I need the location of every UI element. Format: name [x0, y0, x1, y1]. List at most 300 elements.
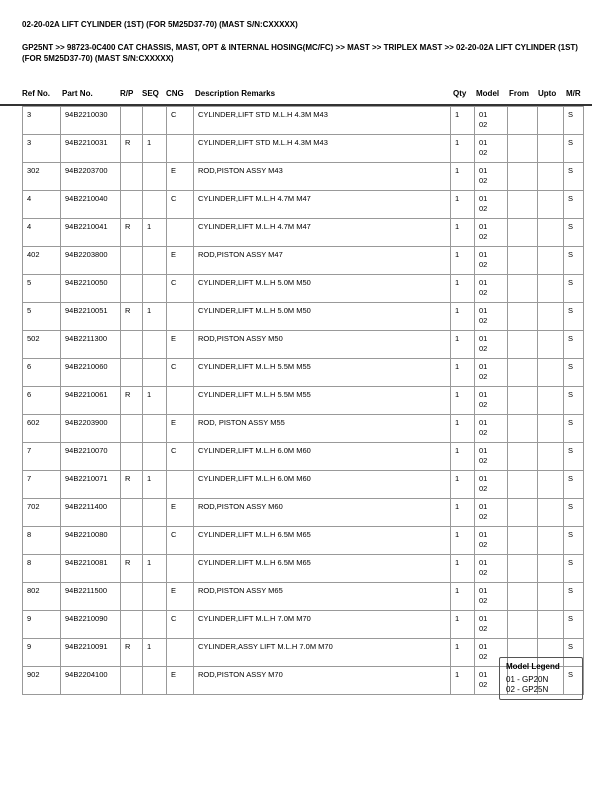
model-code: 02: [479, 484, 488, 493]
cell-part-no: 94B2211400: [61, 499, 121, 527]
cell-model: [475, 527, 508, 555]
cell-description: CYLINDER,LIFT M.L.H 4.7M M47: [194, 219, 451, 247]
cell-rp: R: [121, 555, 143, 583]
cell-ref-no: 302: [23, 163, 61, 191]
cell-cng: C: [167, 443, 194, 471]
cell-description: CYLINDER,LIFT M.L.H 5.5M M55: [194, 359, 451, 387]
cell-ref-no: 9: [23, 639, 61, 667]
cell-model: [475, 247, 508, 275]
table-row: [23, 527, 584, 555]
cell-ref-no: 4: [23, 191, 61, 219]
table-row: [23, 247, 584, 275]
cell-qty: 1: [451, 163, 475, 191]
model-code: 01: [479, 670, 488, 679]
cell-model: [475, 387, 508, 415]
cell-from: [508, 107, 538, 135]
cell-part-no: 94B2210060: [61, 359, 121, 387]
cell-description: CYLINDER,LIFT M.L.H 7.0M M70: [194, 611, 451, 639]
cell-upto: [538, 415, 564, 443]
model-code: 02: [479, 680, 488, 689]
model-code: 02: [479, 260, 488, 269]
cell-rp: [121, 107, 143, 135]
cell-part-no: 94B2203700: [61, 163, 121, 191]
page-title: 02-20-02A LIFT CYLINDER (1ST) (FOR 5M25D37-70) (MAST S/N:CXXXXX): [22, 20, 298, 29]
cell-qty: 1: [451, 219, 475, 247]
cell-seq: [143, 611, 167, 639]
cell-model: [475, 555, 508, 583]
column-header-mr: M/R: [566, 89, 581, 98]
model-code: 01: [479, 418, 488, 427]
parts-table: [22, 106, 584, 695]
cell-mr: S: [564, 555, 584, 583]
cell-part-no: 94B2210031: [61, 135, 121, 163]
cell-seq: 1: [143, 471, 167, 499]
cell-model: [475, 331, 508, 359]
cell-qty: 1: [451, 415, 475, 443]
cell-mr: S: [564, 667, 584, 695]
model-code: 01: [479, 362, 488, 371]
cell-part-no: 94B2203800: [61, 247, 121, 275]
cell-ref-no: 602: [23, 415, 61, 443]
cell-mr: S: [564, 359, 584, 387]
cell-model: [475, 415, 508, 443]
column-header-rp: R/P: [120, 89, 134, 98]
cell-from: [508, 527, 538, 555]
table-row: [23, 107, 584, 135]
cell-qty: 1: [451, 499, 475, 527]
cell-part-no: 94B2211500: [61, 583, 121, 611]
cell-seq: [143, 247, 167, 275]
cell-part-no: 94B2210041: [61, 219, 121, 247]
cell-part-no: 94B2204100: [61, 667, 121, 695]
cell-part-no: 94B2210070: [61, 443, 121, 471]
cell-mr: S: [564, 387, 584, 415]
cell-rp: [121, 275, 143, 303]
cell-ref-no: 3: [23, 107, 61, 135]
cell-part-no: 94B2210081: [61, 555, 121, 583]
cell-ref-no: 6: [23, 359, 61, 387]
cell-qty: 1: [451, 611, 475, 639]
table-row: [23, 331, 584, 359]
cell-model: [475, 163, 508, 191]
cell-ref-no: 8: [23, 555, 61, 583]
cell-ref-no: 9: [23, 611, 61, 639]
cell-part-no: 94B2210061: [61, 387, 121, 415]
cell-model: [475, 107, 508, 135]
cell-seq: [143, 527, 167, 555]
cell-cng: C: [167, 191, 194, 219]
cell-mr: S: [564, 527, 584, 555]
cell-model: [475, 583, 508, 611]
cell-rp: R: [121, 303, 143, 331]
cell-qty: 1: [451, 275, 475, 303]
table-row: [23, 387, 584, 415]
cell-qty: 1: [451, 639, 475, 667]
cell-from: [508, 135, 538, 163]
cell-mr: S: [564, 163, 584, 191]
cell-seq: 1: [143, 639, 167, 667]
cell-description: ROD,PISTON ASSY M43: [194, 163, 451, 191]
cell-seq: [143, 443, 167, 471]
cell-part-no: 94B2210030: [61, 107, 121, 135]
cell-rp: [121, 499, 143, 527]
model-code: 01: [479, 642, 488, 651]
model-code: 02: [479, 540, 488, 549]
table-row: [23, 219, 584, 247]
cell-upto: [538, 527, 564, 555]
cell-seq: [143, 107, 167, 135]
cell-from: [508, 471, 538, 499]
cell-part-no: 94B2210071: [61, 471, 121, 499]
column-header-seq: SEQ: [142, 89, 159, 98]
cell-rp: [121, 247, 143, 275]
cell-from: [508, 247, 538, 275]
cell-upto: [538, 247, 564, 275]
cell-cng: E: [167, 667, 194, 695]
cell-from: [508, 499, 538, 527]
cell-from: [508, 163, 538, 191]
model-code: 02: [479, 316, 488, 325]
cell-model: [475, 443, 508, 471]
cell-ref-no: 4: [23, 219, 61, 247]
cell-mr: S: [564, 583, 584, 611]
cell-description: CYLINDER,LIFT M.L.H 6.5M M65: [194, 527, 451, 555]
cell-cng: E: [167, 163, 194, 191]
cell-from: [508, 219, 538, 247]
table-row: [23, 583, 584, 611]
model-code: 01: [479, 502, 488, 511]
cell-cng: E: [167, 415, 194, 443]
cell-cng: C: [167, 611, 194, 639]
model-code: 01: [479, 278, 488, 287]
cell-from: [508, 359, 538, 387]
table-row: [23, 275, 584, 303]
model-code: 02: [479, 400, 488, 409]
model-code: 02: [479, 624, 488, 633]
table-row: [23, 443, 584, 471]
cell-cng: [167, 387, 194, 415]
model-code: 02: [479, 148, 488, 157]
cell-mr: S: [564, 331, 584, 359]
cell-seq: [143, 163, 167, 191]
cell-from: [508, 443, 538, 471]
cell-mr: S: [564, 639, 584, 667]
model-code: 01: [479, 138, 488, 147]
cell-part-no: 94B2210091: [61, 639, 121, 667]
cell-rp: [121, 331, 143, 359]
cell-rp: [121, 611, 143, 639]
cell-qty: 1: [451, 555, 475, 583]
cell-rp: [121, 443, 143, 471]
model-code: 01: [479, 390, 488, 399]
cell-rp: [121, 191, 143, 219]
cell-description: CYLINDER.LIFT M.L.H 6.5M M65: [194, 555, 451, 583]
cell-part-no: 94B2210080: [61, 527, 121, 555]
model-code: 02: [479, 512, 488, 521]
cell-rp: [121, 359, 143, 387]
cell-seq: [143, 331, 167, 359]
model-code: 02: [479, 232, 488, 241]
cell-part-no: 94B2211300: [61, 331, 121, 359]
cell-upto: [538, 555, 564, 583]
column-header-qty: Qty: [453, 89, 467, 98]
cell-mr: S: [564, 219, 584, 247]
cell-rp: [121, 527, 143, 555]
cell-model: [475, 359, 508, 387]
cell-from: [508, 303, 538, 331]
model-code: 01: [479, 334, 488, 343]
cell-description: ROD,PISTON ASSY M70: [194, 667, 451, 695]
cell-upto: [538, 471, 564, 499]
model-code: 02: [479, 204, 488, 213]
model-code: 01: [479, 306, 488, 315]
model-code: 02: [479, 372, 488, 381]
cell-description: CYLINDER,LIFT M.L.H 5.5M M55: [194, 387, 451, 415]
cell-ref-no: 902: [23, 667, 61, 695]
cell-upto: [538, 359, 564, 387]
model-code: 02: [479, 568, 488, 577]
cell-mr: S: [564, 415, 584, 443]
cell-description: ROD,PISTON ASSY M60: [194, 499, 451, 527]
cell-upto: [538, 163, 564, 191]
column-header-ref-no: Ref No.: [22, 89, 50, 98]
cell-mr: S: [564, 303, 584, 331]
cell-model: [475, 135, 508, 163]
cell-cng: C: [167, 527, 194, 555]
cell-qty: 1: [451, 527, 475, 555]
cell-part-no: 94B2203900: [61, 415, 121, 443]
cell-from: [508, 275, 538, 303]
model-code: 02: [479, 176, 488, 185]
model-code: 01: [479, 166, 488, 175]
table-row: [23, 499, 584, 527]
table-row: [23, 415, 584, 443]
cell-seq: 1: [143, 135, 167, 163]
cell-rp: R: [121, 219, 143, 247]
cell-upto: [538, 219, 564, 247]
model-code: 02: [479, 652, 488, 661]
cell-ref-no: 5: [23, 303, 61, 331]
cell-upto: [538, 583, 564, 611]
cell-from: [508, 415, 538, 443]
cell-seq: 1: [143, 303, 167, 331]
cell-ref-no: 8: [23, 527, 61, 555]
column-header-model: Model: [476, 89, 500, 98]
model-code: 02: [479, 344, 488, 353]
cell-mr: S: [564, 275, 584, 303]
table-row: [23, 303, 584, 331]
cell-cng: [167, 303, 194, 331]
cell-description: CYLINDER,LIFT M.L.H 6.0M M60: [194, 443, 451, 471]
model-code: 01: [479, 474, 488, 483]
cell-from: [508, 331, 538, 359]
cell-upto: [538, 387, 564, 415]
cell-ref-no: 702: [23, 499, 61, 527]
cell-seq: [143, 275, 167, 303]
model-code: 02: [479, 456, 488, 465]
cell-description: CYLINDER,LIFT M.L.H 5.0M M50: [194, 275, 451, 303]
cell-qty: 1: [451, 303, 475, 331]
cell-rp: R: [121, 471, 143, 499]
cell-seq: [143, 415, 167, 443]
cell-upto: [538, 191, 564, 219]
model-code: 02: [479, 120, 488, 129]
model-code: 01: [479, 558, 488, 567]
cell-model: [475, 611, 508, 639]
table-row: [23, 191, 584, 219]
cell-model: [475, 191, 508, 219]
model-code: 01: [479, 110, 488, 119]
cell-upto: [538, 331, 564, 359]
cell-cng: E: [167, 331, 194, 359]
cell-qty: 1: [451, 359, 475, 387]
cell-from: [508, 387, 538, 415]
cell-description: CYLINDER,LIFT STD M.L.H 4.3M M43: [194, 135, 451, 163]
cell-qty: 1: [451, 443, 475, 471]
cell-part-no: 94B2210051: [61, 303, 121, 331]
cell-upto: [538, 275, 564, 303]
cell-ref-no: 802: [23, 583, 61, 611]
cell-part-no: 94B2210050: [61, 275, 121, 303]
model-code: 01: [479, 530, 488, 539]
cell-upto: [538, 499, 564, 527]
cell-cng: E: [167, 499, 194, 527]
cell-upto: [538, 107, 564, 135]
cell-qty: 1: [451, 667, 475, 695]
cell-ref-no: 7: [23, 471, 61, 499]
cell-cng: [167, 555, 194, 583]
cell-from: [508, 191, 538, 219]
cell-cng: [167, 219, 194, 247]
model-code: 02: [479, 428, 488, 437]
cell-ref-no: 6: [23, 387, 61, 415]
cell-seq: 1: [143, 555, 167, 583]
column-header-description: Description Remarks: [195, 89, 276, 98]
table-row: [23, 611, 584, 639]
cell-cng: [167, 135, 194, 163]
cell-seq: 1: [143, 387, 167, 415]
model-code: 01: [479, 250, 488, 259]
breadcrumb: GP25NT >> 98723-0C400 CAT CHASSIS, MAST, OPT & INTERNAL HOSING(MC/FC) >> MAST >> TRIPLEX MAST >> 02-20-02A LIFT CYLINDER (1ST) (FOR 5M25D37-70) (MAST S/N:CXXXXX): [22, 43, 578, 63]
cell-rp: R: [121, 135, 143, 163]
cell-description: CYLINDER,LIFT M.L.H 5.0M M50: [194, 303, 451, 331]
cell-ref-no: 3: [23, 135, 61, 163]
cell-part-no: 94B2210040: [61, 191, 121, 219]
cell-qty: 1: [451, 107, 475, 135]
cell-from: [508, 583, 538, 611]
cell-cng: E: [167, 583, 194, 611]
cell-from: [508, 611, 538, 639]
column-header-from: From: [509, 89, 529, 98]
cell-model: [475, 499, 508, 527]
table-row: [23, 555, 584, 583]
cell-mr: S: [564, 247, 584, 275]
cell-rp: [121, 667, 143, 695]
cell-mr: S: [564, 191, 584, 219]
cell-part-no: 94B2210090: [61, 611, 121, 639]
column-header-part-no: Part No.: [62, 89, 93, 98]
cell-qty: 1: [451, 331, 475, 359]
cell-cng: C: [167, 107, 194, 135]
cell-cng: E: [167, 247, 194, 275]
cell-from: [508, 555, 538, 583]
cell-ref-no: 502: [23, 331, 61, 359]
cell-qty: 1: [451, 471, 475, 499]
cell-upto: [538, 443, 564, 471]
cell-description: ROD,PISTON ASSY M50: [194, 331, 451, 359]
cell-upto: [538, 611, 564, 639]
cell-rp: [121, 415, 143, 443]
model-code: 01: [479, 446, 488, 455]
table-row: [23, 163, 584, 191]
cell-mr: S: [564, 471, 584, 499]
model-code: 01: [479, 222, 488, 231]
cell-qty: 1: [451, 583, 475, 611]
cell-ref-no: 5: [23, 275, 61, 303]
model-code: 01: [479, 614, 488, 623]
cell-mr: S: [564, 135, 584, 163]
cell-seq: [143, 191, 167, 219]
cell-qty: 1: [451, 247, 475, 275]
model-legend: [499, 657, 583, 700]
legend-item: 02 - GP25N: [506, 685, 549, 694]
table-row: [23, 135, 584, 163]
cell-ref-no: 7: [23, 443, 61, 471]
cell-mr: S: [564, 499, 584, 527]
cell-mr: S: [564, 107, 584, 135]
legend-item: 01 - GP20N: [506, 675, 549, 684]
cell-seq: [143, 667, 167, 695]
cell-seq: [143, 359, 167, 387]
cell-qty: 1: [451, 191, 475, 219]
cell-model: [475, 303, 508, 331]
cell-upto: [538, 135, 564, 163]
column-header-cng: CNG: [166, 89, 184, 98]
cell-cng: [167, 639, 194, 667]
column-header-upto: Upto: [538, 89, 557, 98]
cell-seq: [143, 583, 167, 611]
cell-model: [475, 219, 508, 247]
cell-seq: 1: [143, 219, 167, 247]
cell-qty: 1: [451, 387, 475, 415]
cell-qty: 1: [451, 135, 475, 163]
cell-cng: C: [167, 275, 194, 303]
cell-cng: C: [167, 359, 194, 387]
cell-model: [475, 275, 508, 303]
cell-description: CYLINDER,LIFT M.L.H 4.7M M47: [194, 191, 451, 219]
cell-seq: [143, 499, 167, 527]
cell-cng: [167, 471, 194, 499]
legend-title: Model Legend: [506, 662, 560, 671]
cell-upto: [538, 303, 564, 331]
cell-description: ROD, PISTON ASSY M55: [194, 415, 451, 443]
cell-ref-no: 402: [23, 247, 61, 275]
cell-rp: R: [121, 639, 143, 667]
cell-mr: S: [564, 611, 584, 639]
cell-rp: R: [121, 387, 143, 415]
table-row: [23, 359, 584, 387]
cell-mr: S: [564, 443, 584, 471]
cell-description: CYLINDER,ASSY LIFT M.L.H 7.0M M70: [194, 639, 451, 667]
cell-model: [475, 471, 508, 499]
cell-description: CYLINDER,LIFT M.L.H 6.0M M60: [194, 471, 451, 499]
model-code: 02: [479, 288, 488, 297]
cell-description: ROD,PISTON ASSY M47: [194, 247, 451, 275]
cell-rp: [121, 583, 143, 611]
cell-description: CYLINDER,LIFT STD M.L.H 4.3M M43: [194, 107, 451, 135]
cell-description: ROD,PISTON ASSY M65: [194, 583, 451, 611]
model-code: 01: [479, 194, 488, 203]
